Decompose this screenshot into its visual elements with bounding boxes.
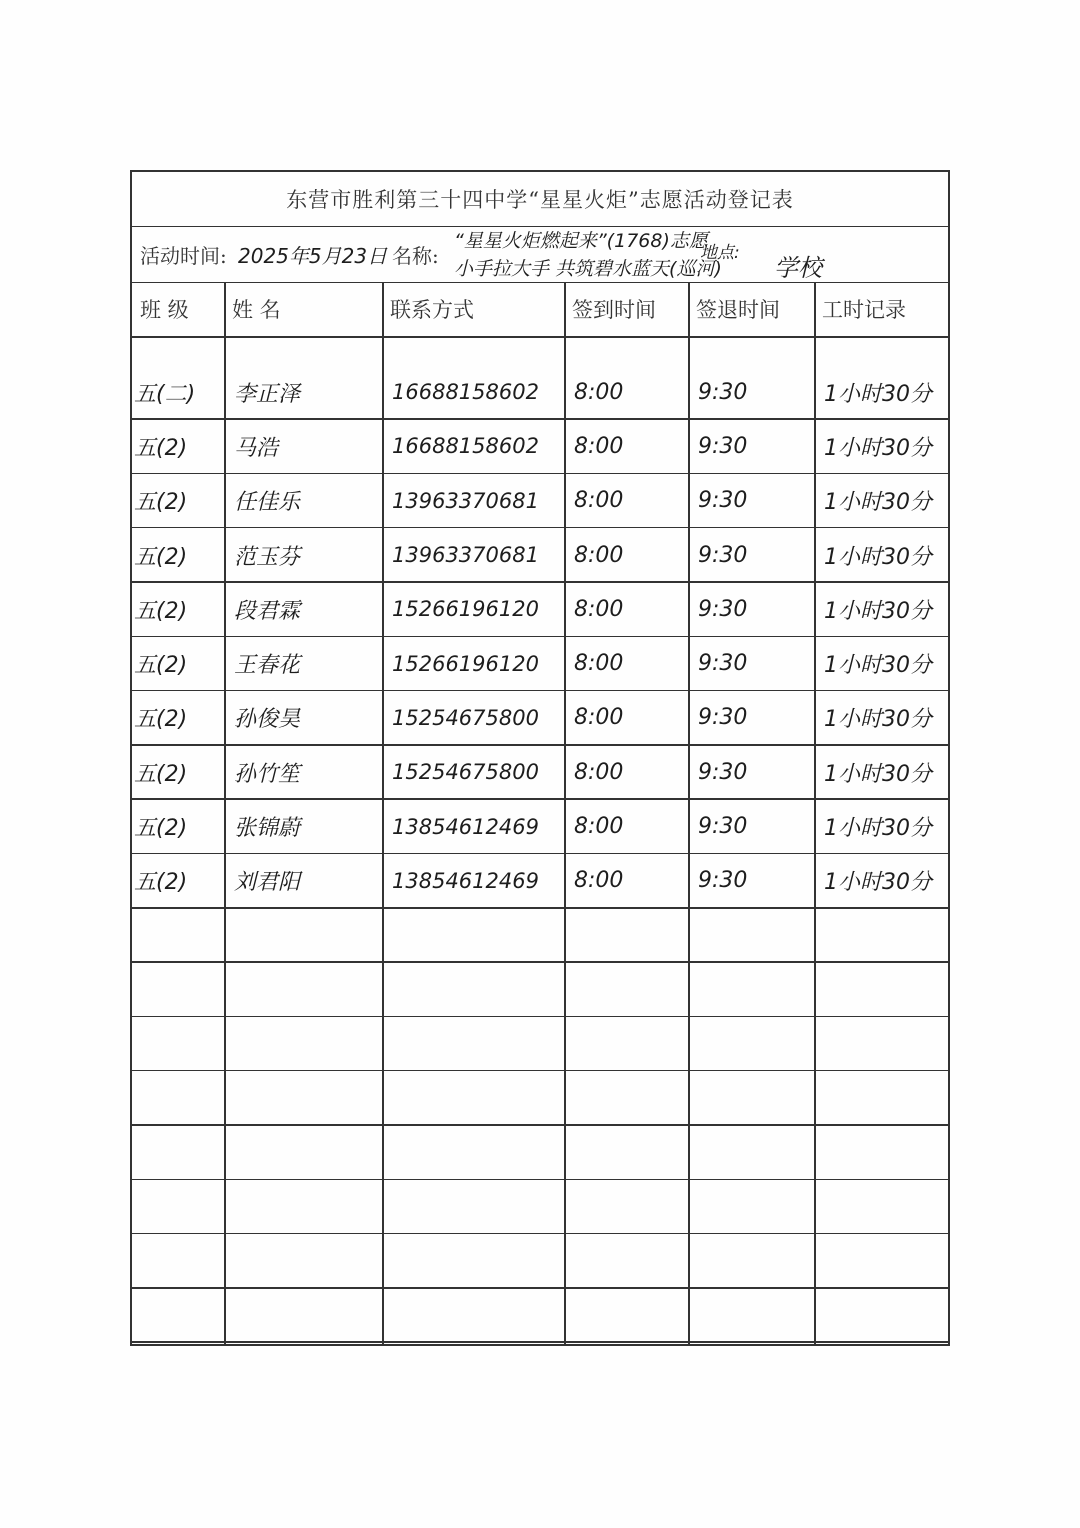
- header-name: 姓 名: [232, 298, 281, 322]
- activity-time-value: 2025年5月23日: [238, 244, 388, 268]
- cell-hours: 1小时30分: [824, 870, 932, 896]
- column-divider: [224, 282, 226, 1344]
- row-divider: [132, 336, 948, 338]
- cell-checkin: 8:00: [574, 596, 624, 622]
- row-divider: [132, 853, 948, 855]
- cell-checkin: 8:00: [574, 705, 624, 731]
- activity-place-value: 学校: [774, 254, 822, 282]
- cell-phone: 15266196120: [392, 597, 539, 622]
- row-divider: [132, 581, 948, 583]
- cell-checkin: 8:00: [574, 651, 624, 677]
- cell-checkin: 8:00: [574, 868, 624, 894]
- row-divider: [132, 744, 948, 746]
- header-hours: 工时记录: [822, 298, 906, 322]
- cell-checkin: 8:00: [574, 488, 624, 514]
- cell-hours: 1小时30分: [824, 381, 932, 407]
- cell-checkin: 8:00: [574, 379, 624, 405]
- cell-phone: 13854612469: [392, 814, 539, 839]
- cell-checkout: 9:30: [698, 542, 748, 568]
- cell-checkout: 9:30: [698, 596, 748, 622]
- activity-name-label: 名称:: [392, 244, 439, 268]
- row-divider: [132, 690, 948, 692]
- row-divider: [132, 1233, 948, 1235]
- activity-info-row: [132, 226, 948, 283]
- cell-class: 五(2): [134, 435, 188, 461]
- row-divider: [132, 798, 948, 800]
- row-divider: [132, 907, 948, 909]
- cell-class: 五(2): [134, 544, 188, 570]
- cell-class: 五(2): [134, 761, 188, 787]
- cell-name: 王春花: [234, 653, 301, 679]
- activity-place-label: 地点:: [700, 243, 740, 263]
- cell-name: 任佳乐: [234, 490, 301, 516]
- cell-hours: 1小时30分: [824, 544, 932, 570]
- cell-checkout: 9:30: [698, 433, 748, 459]
- cell-phone: 13963370681: [392, 488, 539, 513]
- row-divider: [132, 636, 948, 638]
- cell-phone: 15254675800: [392, 705, 539, 730]
- cell-name: 马浩: [234, 435, 279, 461]
- cell-hours: 1小时30分: [824, 816, 932, 842]
- row-divider: [132, 1287, 948, 1289]
- activity-name-line1: “星星火炬燃起来”(1768)志愿: [454, 230, 708, 252]
- cell-name: 孙竹笙: [234, 761, 301, 787]
- cell-class: 五(二): [134, 381, 196, 407]
- cell-checkout: 9:30: [698, 814, 748, 840]
- cell-class: 五(2): [134, 490, 188, 516]
- row-divider: [132, 473, 948, 475]
- cell-name: 李正泽: [234, 381, 301, 407]
- cell-class: 五(2): [134, 870, 188, 896]
- cell-name: 范玉芬: [234, 544, 301, 570]
- cell-phone: 15254675800: [392, 760, 539, 785]
- header-checkout: 签退时间: [696, 298, 780, 322]
- cell-phone: 16688158602: [392, 380, 539, 405]
- header-class: 班 级: [140, 298, 189, 322]
- row-divider: [132, 527, 948, 529]
- cell-name: 孙俊昊: [234, 707, 301, 733]
- cell-name: 段君霖: [234, 598, 301, 624]
- cell-checkin: 8:00: [574, 814, 624, 840]
- cell-phone: 13854612469: [392, 868, 539, 893]
- row-divider: [132, 1016, 948, 1018]
- cell-checkout: 9:30: [698, 379, 748, 405]
- cell-hours: 1小时30分: [824, 490, 932, 516]
- cell-hours: 1小时30分: [824, 435, 932, 461]
- cell-checkout: 9:30: [698, 759, 748, 785]
- cell-name: 刘君阳: [234, 870, 301, 896]
- cell-checkout: 9:30: [698, 868, 748, 894]
- cell-hours: 1小时30分: [824, 598, 932, 624]
- column-divider: [382, 282, 384, 1344]
- cell-class: 五(2): [134, 598, 188, 624]
- cell-checkout: 9:30: [698, 488, 748, 514]
- cell-phone: 13963370681: [392, 543, 539, 568]
- header-checkin: 签到时间: [572, 298, 656, 322]
- activity-time-label: 活动时间:: [140, 244, 227, 268]
- row-divider: [132, 961, 948, 963]
- cell-hours: 1小时30分: [824, 653, 932, 679]
- cell-checkin: 8:00: [574, 759, 624, 785]
- column-divider: [564, 282, 566, 1344]
- activity-name-line2: 小手拉大手 共筑碧水蓝天(巡河): [454, 258, 722, 280]
- registration-form: [130, 170, 950, 1346]
- cell-class: 五(2): [134, 653, 188, 679]
- cell-name: 张锦蔚: [234, 816, 301, 842]
- row-divider: [132, 1179, 948, 1181]
- cell-checkin: 8:00: [574, 433, 624, 459]
- cell-class: 五(2): [134, 707, 188, 733]
- cell-checkin: 8:00: [574, 542, 624, 568]
- cell-checkout: 9:30: [698, 705, 748, 731]
- form-title: 东营市胜利第三十四中学“星星火炬”志愿活动登记表: [132, 172, 948, 227]
- row-divider: [132, 1341, 948, 1343]
- row-divider: [132, 1070, 948, 1072]
- cell-hours: 1小时30分: [824, 707, 932, 733]
- cell-checkout: 9:30: [698, 651, 748, 677]
- row-divider: [132, 1124, 948, 1126]
- row-divider: [132, 418, 948, 420]
- header-phone: 联系方式: [390, 298, 474, 322]
- column-divider: [688, 282, 690, 1344]
- cell-phone: 16688158602: [392, 434, 539, 459]
- cell-hours: 1小时30分: [824, 761, 932, 787]
- cell-class: 五(2): [134, 816, 188, 842]
- column-divider: [814, 282, 816, 1344]
- cell-phone: 15266196120: [392, 651, 539, 676]
